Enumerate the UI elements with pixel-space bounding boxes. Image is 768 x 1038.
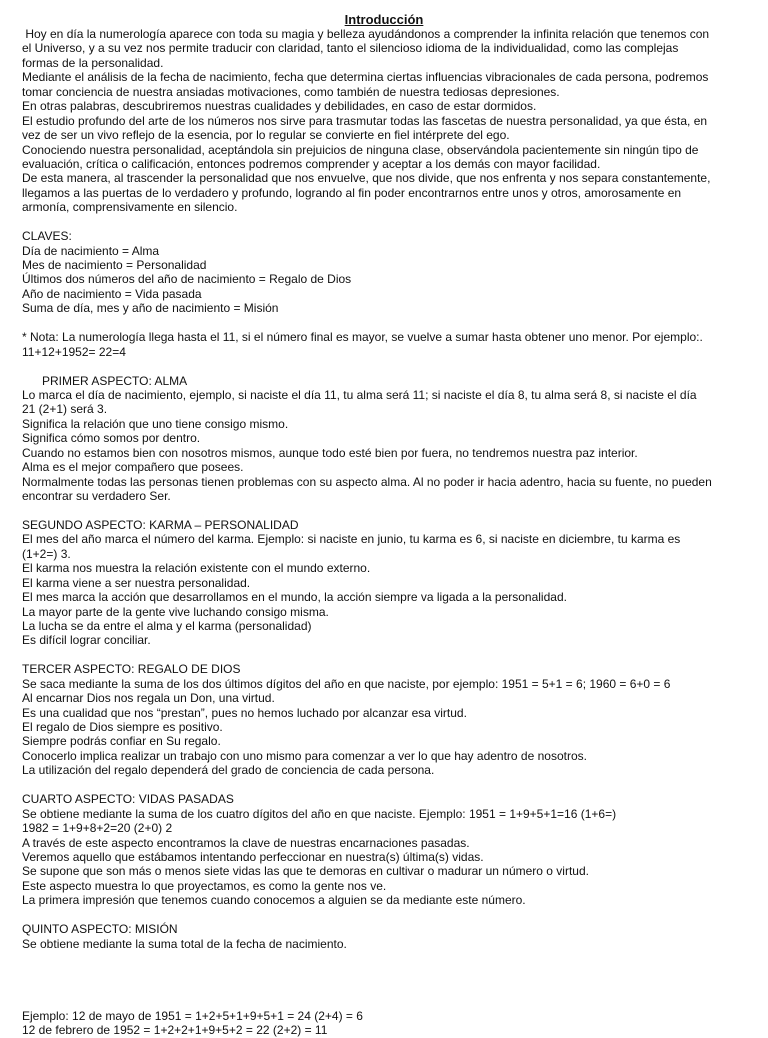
- text-line: De esta manera, al trascender la personalidad que nos envuelve, que nos divide, que nos enfrenta y nos separa constantemente,: [22, 171, 711, 186]
- text-line: 12 de febrero de 1952 = 1+2+2+1+9+5+2 = 22 (2+2) = 11: [22, 1023, 328, 1038]
- quinto-aspecto-section: [22, 922, 752, 951]
- ejemplo-section: [22, 1009, 752, 1038]
- text-line: Alma es el mejor compañero que posees.: [22, 460, 244, 475]
- text-line: Se saca mediante la suma de los dos últimos dígitos del año en que naciste, por ejemplo: 1951 = 5+1 = 6; 1960 = 6+0 = 6: [22, 676, 671, 691]
- spacer: [22, 908, 752, 922]
- text-line: El mes del año marca el número del karma. Ejemplo: si naciste en junio, tu karma es 6, si naciste en diciembre, tu karma es: [22, 532, 681, 547]
- text-line: * Nota: La numerología llega hasta el 11, si el número final es mayor, se vuelve a sumar hasta obtener uno menor. Por ejemplo:.: [22, 330, 703, 345]
- text-line: vez de ser un vivo reflejo de la esencia, por lo regular se convierte en fiel intérprete del ego.: [22, 128, 510, 143]
- text-line: Ejemplo: 12 de mayo de 1951 = 1+2+5+1+9+5+1 = 24 (2+4) = 6: [22, 1008, 363, 1023]
- text-line: Últimos dos números del año de nacimiento = Regalo de Dios: [22, 272, 352, 287]
- spacer: [22, 994, 752, 1008]
- text-line: El karma viene a ser nuestra personalidad.: [22, 575, 251, 590]
- text-line: Día de nacimiento = Alma: [22, 243, 160, 258]
- text-line: Este aspecto muestra lo que proyectamos, es como la gente nos ve.: [22, 878, 387, 893]
- text-line: Conociendo nuestra personalidad, aceptándola sin prejuicios de ninguna clase, observándola pacientemente sin ningún tipo de: [22, 142, 699, 157]
- text-line: encontrar su verdadero Ser.: [22, 489, 171, 503]
- text-line: evaluación, crítica o calificación, entonces podremos comprender y aceptar a los demás con mayor facilidad.: [22, 156, 601, 171]
- text-line: 21 (2+1) será 3.: [22, 402, 108, 417]
- text-line: Hoy en día la numerología aparece con toda su magia y belleza ayudándonos a comprender la infinita relación que tenemos con: [22, 27, 710, 41]
- primer-aspecto-section: [22, 374, 752, 504]
- text-line: Año de nacimiento = Vida pasada: [22, 286, 202, 301]
- text-line: tomar conciencia de nuestra ansiadas motivaciones, como también de nuestra tediosas depresiones.: [22, 84, 560, 99]
- text-line: el Universo, y a su vez nos permite traducir con claridad, tanto el silencioso idioma de la individualidad, como las complejas: [22, 41, 679, 56]
- text-line: Se obtiene mediante la suma de los cuatro dígitos del año en que naciste. Ejemplo: 1951 = 1+9+5+1=16 (1+6=): [22, 806, 617, 821]
- section-heading: QUINTO ASPECTO: MISIÓN: [22, 922, 178, 937]
- text-line: La lucha se da entre el alma y el karma (personalidad): [22, 618, 312, 633]
- text-line: Cuando no estamos bien con nosotros mismos, aunque todo esté bien por fuera, no tendremos nuestra paz interior.: [22, 445, 638, 460]
- text-line: Lo marca el día de nacimiento, ejemplo, si naciste el día 11, tu alma será 11; si naciste el día 8, tu alma será 8, si naciste el día: [22, 387, 697, 402]
- text-line: formas de la personalidad.: [22, 55, 164, 70]
- spacer: [22, 215, 752, 229]
- section-heading: CUARTO ASPECTO: VIDAS PASADAS: [22, 792, 234, 807]
- intro-section: [22, 27, 752, 215]
- text-line: La primera impresión que tenemos cuando conocemos a alguien se da mediante este número.: [22, 893, 526, 908]
- text-line: 11+12+1952= 22=4: [22, 344, 126, 359]
- segundo-aspecto-section: [22, 518, 752, 648]
- text-line: En otras palabras, descubriremos nuestras cualidades y debilidades, en caso de estar dormidos.: [22, 99, 537, 114]
- text-line: La utilización del regalo dependerá del grado de conciencia de cada persona.: [22, 763, 435, 778]
- text-line: Mediante el análisis de la fecha de nacimiento, fecha que determina ciertas influencias vibracionales de cada persona, podremos: [22, 70, 709, 85]
- nota-section: [22, 330, 752, 359]
- claves-section: [22, 229, 752, 316]
- spacer: [22, 316, 752, 330]
- text-line: 1982 = 1+9+8+2=20 (2+0) 2: [22, 821, 173, 836]
- text-line: Al encarnar Dios nos regala un Don, una virtud.: [22, 691, 275, 706]
- text-line: Normalmente todas las personas tienen problemas con su aspecto alma. Al no poder ir hacia adentro, hacia su fuente, no pueden: [22, 474, 712, 489]
- text-line: Es una cualidad que nos “prestan”, pues no hemos luchado por alcanzar esa virtud.: [22, 705, 467, 720]
- text-line: El mes marca la acción que desarrollamos en el mundo, la acción siempre va ligada a la personalidad.: [22, 590, 567, 605]
- text-line: La mayor parte de la gente vive luchando consigo misma.: [22, 604, 329, 619]
- section-heading: SEGUNDO ASPECTO: KARMA – PERSONALIDAD: [22, 517, 299, 532]
- text-line: llegamos a las puertas de lo verdadero y profundo, logrando al fin poder encontrarnos entre unos y otros, amorosamente en: [22, 185, 682, 200]
- section-heading: TERCER ASPECTO: REGALO DE DIOS: [22, 662, 241, 677]
- spacer: [22, 359, 752, 373]
- text-line: Suma de día, mes y año de nacimiento = Misión: [22, 301, 279, 316]
- section-heading: PRIMER ASPECTO: ALMA: [22, 373, 188, 388]
- text-line: Se obtiene mediante la suma total de la fecha de nacimiento.: [22, 936, 347, 951]
- text-line: Siempre podrás confiar en Su regalo.: [22, 734, 221, 749]
- text-line: Se supone que son más o menos siete vidas las que te demoras en cultivar o madurar un número o virtud.: [22, 864, 589, 879]
- text-line: El karma nos muestra la relación existente con el mundo externo.: [22, 561, 371, 576]
- document-body: [22, 27, 752, 1038]
- tercer-aspecto-section: [22, 662, 752, 778]
- page-title: Introducción: [344, 12, 424, 27]
- text-line: Mes de nacimiento = Personalidad: [22, 258, 207, 272]
- text-line: armonía, comprensivamente en silencio.: [22, 200, 238, 215]
- text-line: (1+2=) 3.: [22, 546, 71, 561]
- spacer: [22, 778, 752, 792]
- text-line: Veremos aquello que estábamos intentando perfeccionar en nuestra(s) última(s) vidas.: [22, 849, 484, 864]
- text-line: Significa cómo somos por dentro.: [22, 431, 201, 446]
- text-line: El estudio profundo del arte de los números nos sirve para trasmutar todas las fascetas de nuestra personalidad, ya que ésta, en: [22, 113, 708, 128]
- spacer: [22, 951, 752, 994]
- section-heading: CLAVES:: [22, 229, 72, 244]
- text-line: El regalo de Dios siempre es positivo.: [22, 720, 223, 734]
- spacer: [22, 503, 752, 517]
- spacer: [22, 648, 752, 662]
- text-line: Significa la relación que uno tiene consigo mismo.: [22, 416, 289, 431]
- text-line: Conocerlo implica realizar un trabajo con uno mismo para comenzar a ver lo que hay adentro de nosotros.: [22, 748, 587, 763]
- cuarto-aspecto-section: [22, 792, 752, 908]
- text-line: Es difícil lograr conciliar.: [22, 633, 151, 648]
- text-line: A través de este aspecto encontramos la clave de nuestras encarnaciones pasadas.: [22, 835, 470, 850]
